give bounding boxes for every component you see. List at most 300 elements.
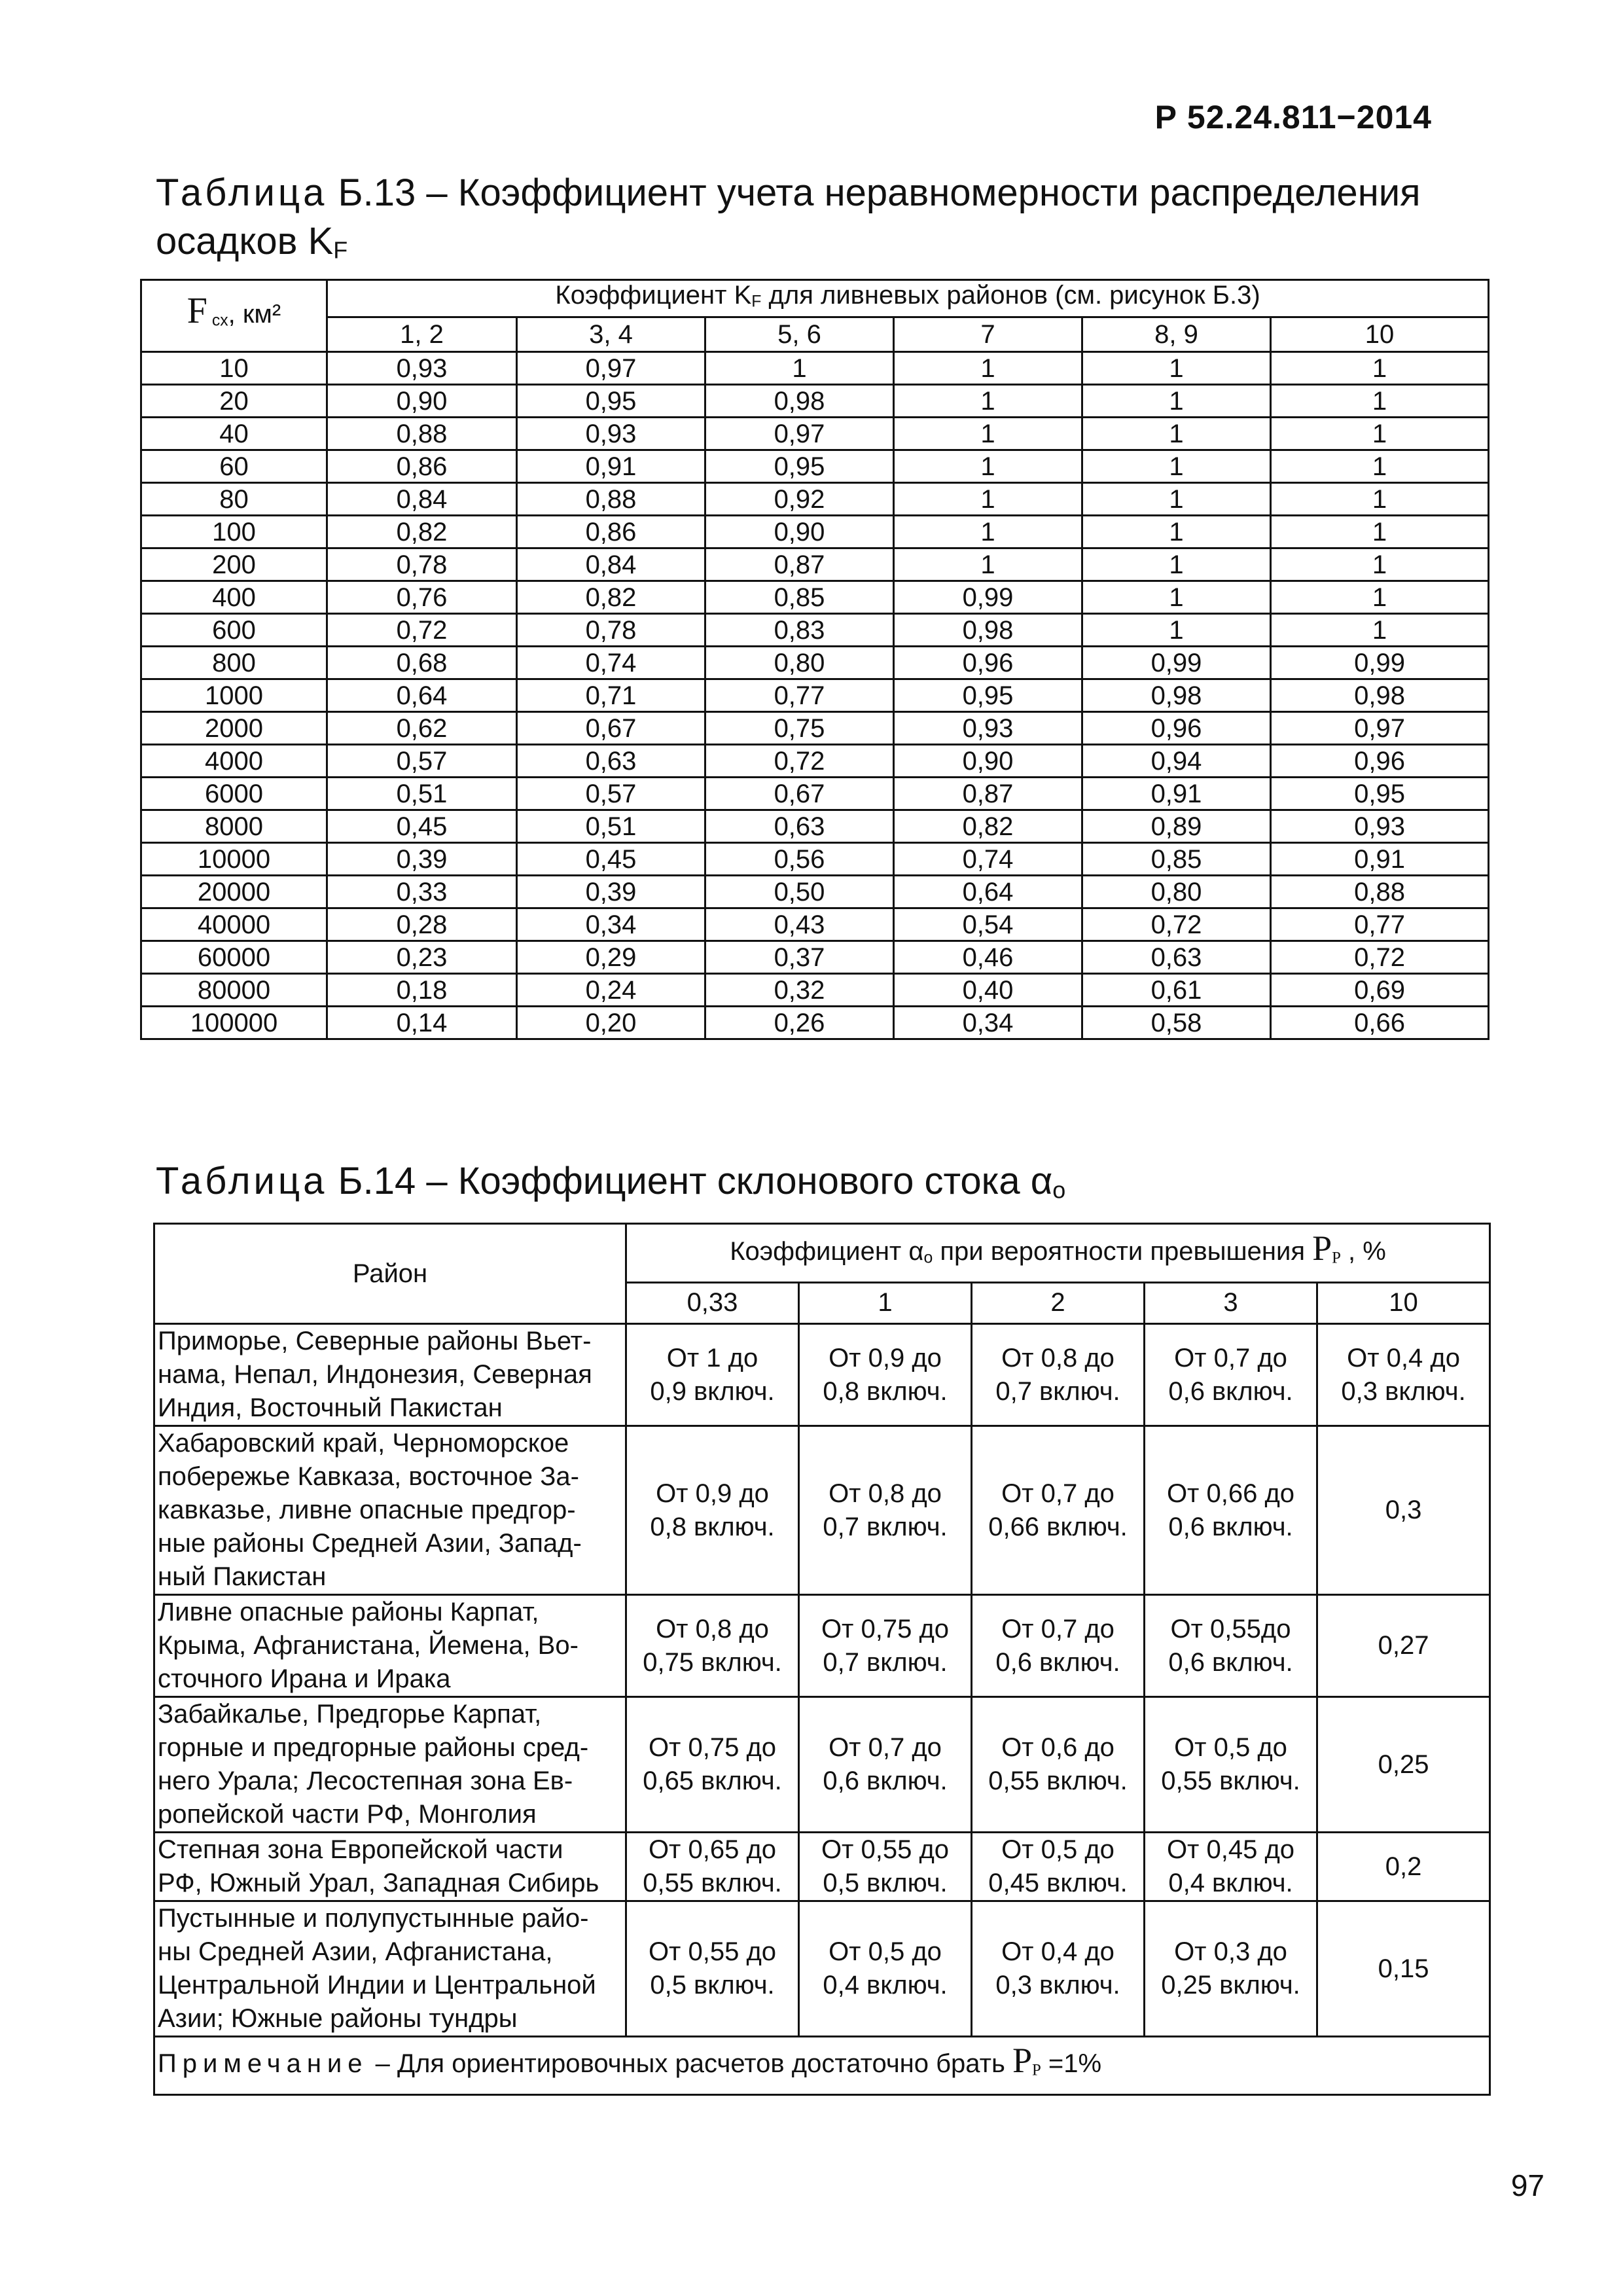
coefficient-cell: 0,86: [517, 516, 705, 548]
coefficient-cell: 1: [1082, 581, 1271, 614]
coefficient-cell: 0,18: [327, 974, 517, 1007]
document-code: Р 52.24.811−2014: [1154, 99, 1432, 135]
coefficient-cell: 0,51: [327, 778, 517, 810]
table-row: [141, 647, 1489, 679]
coefficient-line: 0,6 включ.: [995, 1647, 1120, 1677]
coefficient-line: 0,6 включ.: [1168, 1376, 1293, 1406]
coefficient-cell: 0,90: [894, 745, 1082, 778]
table14-group-header: [626, 1224, 1490, 1283]
coefficient-cell: 0,77: [705, 679, 894, 712]
table-row: [141, 548, 1489, 581]
table14-caption-rest: Б.14 – Коэффициент склонового стока α: [327, 1160, 1053, 1202]
region-line: Пустынные и полупустынные райо-: [158, 1904, 589, 1933]
coefficient-line: От 0,7 до: [1001, 1479, 1115, 1508]
probability-header: 10: [1317, 1282, 1490, 1323]
district-header: 1, 2: [327, 317, 517, 352]
coefficient-cell: [799, 1324, 972, 1426]
coefficient-cell: 0,91: [1271, 843, 1489, 876]
table13-district-row: [141, 317, 1489, 352]
area-cell: 4000: [141, 745, 327, 778]
coefficient-line: 0,5 включ.: [650, 1971, 775, 2000]
coefficient-cell: 0,50: [705, 876, 894, 908]
coefficient-cell: 0,46: [894, 941, 1082, 974]
group-header-a: Коэффициент K: [555, 281, 752, 310]
coefficient-cell: [1317, 1697, 1490, 1833]
coefficient-cell: 0,94: [1082, 745, 1271, 778]
coefficient-line: От 0,9 до: [656, 1479, 769, 1508]
coefficient-line: 0,5 включ.: [823, 1869, 948, 1897]
table-row: [141, 483, 1489, 516]
coefficient-cell: 1: [1271, 548, 1489, 581]
table-row: [154, 1324, 1490, 1426]
table14-note: [154, 2037, 1490, 2095]
table13-caption-lead: Таблица: [156, 171, 328, 214]
coefficient-cell: 1: [1271, 385, 1489, 418]
coefficient-cell: 0,29: [517, 941, 705, 974]
table-row: [141, 516, 1489, 548]
region-line: Ливне опасные районы Карпат,: [158, 1598, 539, 1626]
coefficient-line: От 0,75 до: [821, 1614, 950, 1643]
coefficient-cell: 0,87: [705, 548, 894, 581]
coefficient-cell: 0,24: [517, 974, 705, 1007]
table-row: [154, 1901, 1490, 2037]
coefficient-cell: [1145, 1697, 1317, 1833]
coefficient-cell: 0,93: [894, 712, 1082, 745]
coefficient-cell: [972, 1697, 1145, 1833]
coefficient-cell: 0,98: [705, 385, 894, 418]
table-row: [141, 974, 1489, 1007]
coefficient-cell: 0,58: [1082, 1007, 1271, 1039]
table-row: [154, 1426, 1490, 1595]
coefficient-cell: 0,98: [894, 614, 1082, 647]
coefficient-cell: 0,71: [517, 679, 705, 712]
coefficient-cell: 1: [705, 352, 894, 385]
area-cell: 100: [141, 516, 327, 548]
area-symbol-sub: сх: [207, 312, 228, 330]
region-line: ные районы Средней Азии, Запад-: [158, 1529, 582, 1558]
table14-caption: [156, 1157, 1065, 1214]
coefficient-cell: 0,76: [327, 581, 517, 614]
group-header-b: для ливневых районов (см. рисунок Б.3): [761, 281, 1260, 310]
coefficient-cell: 1: [894, 385, 1082, 418]
coefficient-line: 0,15: [1378, 1954, 1429, 1983]
coefficient-line: 0,65 включ.: [643, 1767, 782, 1795]
coefficient-cell: 0,96: [1082, 712, 1271, 745]
coefficient-line: От 0,8 до: [656, 1614, 769, 1643]
coefficient-cell: 0,34: [894, 1007, 1082, 1039]
coefficient-cell: [1317, 1833, 1490, 1901]
coefficient-cell: 0,98: [1082, 679, 1271, 712]
coefficient-cell: [799, 1426, 972, 1595]
coefficient-cell: 0,32: [705, 974, 894, 1007]
coefficient-cell: 0,56: [705, 843, 894, 876]
coefficient-line: 0,4 включ.: [823, 1971, 948, 2000]
coefficient-cell: 0,82: [327, 516, 517, 548]
coefficient-line: От 0,7 до: [1001, 1614, 1115, 1643]
coefficient-cell: 0,72: [1271, 941, 1489, 974]
region-line: ный Пакистан: [158, 1562, 327, 1591]
area-cell: 60000: [141, 941, 327, 974]
coefficient-cell: 1: [894, 516, 1082, 548]
region-line: Азии; Южные районы тундры: [158, 2004, 518, 2033]
coefficient-cell: 0,98: [1271, 679, 1489, 712]
coefficient-line: 0,6 включ.: [1168, 1512, 1293, 1541]
region-line: Забайкалье, Предгорье Карпат,: [158, 1700, 542, 1729]
coefficient-cell: 0,99: [1271, 647, 1489, 679]
table-row: [141, 908, 1489, 941]
coefficient-cell: [972, 1833, 1145, 1901]
region-cell: [154, 1595, 626, 1697]
coefficient-cell: 0,20: [517, 1007, 705, 1039]
coefficient-cell: 0,93: [517, 418, 705, 450]
coefficient-cell: 0,72: [327, 614, 517, 647]
coefficient-line: 0,45 включ.: [988, 1869, 1128, 1897]
area-cell: 80: [141, 483, 327, 516]
coefficient-cell: 1: [1082, 614, 1271, 647]
area-cell: 8000: [141, 810, 327, 843]
coefficient-line: 0,55 включ.: [643, 1869, 782, 1897]
area-cell: 60: [141, 450, 327, 483]
coefficient-line: От 0,7 до: [829, 1733, 942, 1762]
coefficient-cell: [1145, 1901, 1317, 2037]
coefficient-cell: 0,34: [517, 908, 705, 941]
table-row: [154, 1697, 1490, 1833]
coefficient-cell: 0,33: [327, 876, 517, 908]
region-cell: [154, 1426, 626, 1595]
table13-group-header: [327, 280, 1489, 317]
region-line: Центральной Индии и Центральной: [158, 1971, 596, 2000]
table13-body: [141, 280, 1489, 1039]
coefficient-line: 0,3 включ.: [1341, 1376, 1466, 1406]
table13-header-row: [141, 280, 1489, 317]
coefficient-cell: 1: [1271, 418, 1489, 450]
coefficient-cell: 1: [1271, 450, 1489, 483]
coefficient-cell: 0,74: [894, 843, 1082, 876]
group-header-c: , %: [1340, 1236, 1386, 1266]
note-probability-symbol: P: [1012, 2041, 1032, 2081]
coefficient-cell: [972, 1595, 1145, 1697]
coefficient-line: От 0,5 до: [1001, 1835, 1115, 1864]
coefficient-cell: 0,99: [894, 581, 1082, 614]
coefficient-cell: [799, 1595, 972, 1697]
coefficient-cell: 0,67: [517, 712, 705, 745]
area-unit: , км²: [228, 300, 281, 329]
area-cell: 10000: [141, 843, 327, 876]
coefficient-cell: 0,78: [327, 548, 517, 581]
table-row: [141, 745, 1489, 778]
coefficient-cell: 1: [894, 483, 1082, 516]
coefficient-cell: 1: [1082, 418, 1271, 450]
area-cell: 2000: [141, 712, 327, 745]
coefficient-line: От 0,4 до: [1347, 1343, 1460, 1372]
coefficient-line: От 0,55 до: [648, 1937, 777, 1966]
coefficient-line: От 0,7 до: [1174, 1343, 1287, 1372]
region-cell: [154, 1324, 626, 1426]
area-cell: 40: [141, 418, 327, 450]
coefficient-cell: [1145, 1324, 1317, 1426]
coefficient-cell: 1: [1082, 548, 1271, 581]
coefficient-line: 0,7 включ.: [823, 1647, 948, 1677]
region-line: Индия, Восточный Пакистан: [158, 1393, 503, 1422]
probability-header: 0,33: [626, 1282, 799, 1323]
coefficient-line: От 0,8 до: [1001, 1343, 1115, 1372]
coefficient-line: От 0,65 до: [648, 1835, 777, 1864]
coefficient-cell: 0,28: [327, 908, 517, 941]
coefficient-line: 0,25 включ.: [1161, 1971, 1300, 2000]
area-cell: 20: [141, 385, 327, 418]
region-line: горные и предгорные районы сред-: [158, 1733, 589, 1762]
coefficient-cell: [1317, 1324, 1490, 1426]
coefficient-cell: [972, 1324, 1145, 1426]
coefficient-line: 0,8 включ.: [823, 1376, 948, 1406]
table13-area-header: [141, 280, 327, 352]
table14-header-row: [154, 1224, 1490, 1283]
coefficient-cell: 1: [1271, 581, 1489, 614]
district-header: 3, 4: [517, 317, 705, 352]
district-header: 7: [894, 317, 1082, 352]
table-row: [141, 1007, 1489, 1039]
coefficient-line: От 0,8 до: [829, 1479, 942, 1508]
coefficient-cell: 0,68: [327, 647, 517, 679]
note-text: =1%: [1041, 2049, 1102, 2079]
coefficient-cell: 1: [1271, 483, 1489, 516]
coefficient-cell: 0,85: [1082, 843, 1271, 876]
area-cell: 800: [141, 647, 327, 679]
coefficient-cell: 0,84: [327, 483, 517, 516]
coefficient-cell: 0,88: [1271, 876, 1489, 908]
coefficient-line: 0,55 включ.: [1161, 1767, 1300, 1795]
coefficient-cell: 0,96: [894, 647, 1082, 679]
coefficient-cell: 0,39: [517, 876, 705, 908]
coefficient-cell: 0,95: [705, 450, 894, 483]
table14: [153, 1223, 1491, 2096]
coefficient-cell: 0,54: [894, 908, 1082, 941]
coefficient-cell: 0,45: [327, 810, 517, 843]
district-header: 10: [1271, 317, 1489, 352]
coefficient-cell: 0,93: [327, 352, 517, 385]
region-cell: [154, 1833, 626, 1901]
coefficient-line: От 0,55 до: [821, 1835, 950, 1864]
group-header-sub: F: [751, 293, 762, 311]
coefficient-cell: 0,95: [1271, 778, 1489, 810]
coefficient-line: 0,75 включ.: [643, 1647, 782, 1677]
probability-header: 3: [1145, 1282, 1317, 1323]
coefficient-line: 0,25: [1378, 1749, 1429, 1779]
table13-caption-line2: осадков K: [156, 220, 334, 262]
coefficient-line: От 0,3 до: [1174, 1937, 1287, 1966]
table-row: [154, 1595, 1490, 1697]
region-line: ны Средней Азии, Афганистана,: [158, 1937, 553, 1966]
coefficient-cell: 0,80: [705, 647, 894, 679]
coefficient-cell: 0,96: [1271, 745, 1489, 778]
area-cell: 20000: [141, 876, 327, 908]
probability-symbol-sub: P: [1332, 1249, 1341, 1267]
table13-caption-rest: Б.13 – Коэффициент учета неравномерности распределения: [327, 171, 1421, 214]
area-cell: 1000: [141, 679, 327, 712]
coefficient-cell: 0,57: [517, 778, 705, 810]
coefficient-cell: 0,87: [894, 778, 1082, 810]
coefficient-cell: 1: [1271, 516, 1489, 548]
coefficient-cell: 0,95: [517, 385, 705, 418]
coefficient-cell: 0,72: [705, 745, 894, 778]
coefficient-line: 0,4 включ.: [1168, 1869, 1293, 1897]
coefficient-line: От 0,9 до: [829, 1343, 942, 1372]
coefficient-line: 0,7 включ.: [823, 1512, 948, 1541]
table13-caption-sub: F: [333, 236, 348, 264]
coefficient-cell: [626, 1901, 799, 2037]
region-cell: [154, 1697, 626, 1833]
coefficient-cell: 0,51: [517, 810, 705, 843]
coefficient-cell: 0,78: [517, 614, 705, 647]
coefficient-cell: 0,40: [894, 974, 1082, 1007]
coefficient-line: От 0,45 до: [1166, 1835, 1295, 1864]
coefficient-cell: 0,88: [517, 483, 705, 516]
coefficient-cell: 0,91: [517, 450, 705, 483]
coefficient-cell: [1145, 1595, 1317, 1697]
coefficient-line: 0,6 включ.: [823, 1767, 948, 1795]
table-row: [141, 712, 1489, 745]
area-cell: 100000: [141, 1007, 327, 1039]
coefficient-line: От 0,6 до: [1001, 1733, 1115, 1762]
coefficient-cell: [799, 1901, 972, 2037]
table-row: [141, 778, 1489, 810]
coefficient-cell: 1: [894, 418, 1082, 450]
region-line: Крыма, Афганистана, Йемена, Во-: [158, 1631, 579, 1660]
coefficient-cell: 1: [1082, 450, 1271, 483]
coefficient-cell: 0,43: [705, 908, 894, 941]
table-row: [141, 614, 1489, 647]
coefficient-cell: 1: [1082, 483, 1271, 516]
district-header: 8, 9: [1082, 317, 1271, 352]
region-line: нама, Непал, Индонезия, Северная: [158, 1360, 592, 1389]
table13-caption: [156, 169, 1421, 274]
coefficient-line: 0,66 включ.: [988, 1512, 1128, 1541]
area-cell: 6000: [141, 778, 327, 810]
coefficient-line: 0,9 включ.: [650, 1376, 775, 1406]
coefficient-cell: 0,45: [517, 843, 705, 876]
coefficient-cell: 1: [1082, 516, 1271, 548]
coefficient-line: От 1 до: [666, 1343, 758, 1372]
coefficient-cell: 0,95: [894, 679, 1082, 712]
probability-symbol: P: [1312, 1228, 1332, 1268]
coefficient-cell: [799, 1833, 972, 1901]
coefficient-cell: 0,82: [517, 581, 705, 614]
table-row: [154, 1833, 1490, 1901]
coefficient-cell: [972, 1426, 1145, 1595]
coefficient-line: 0,8 включ.: [650, 1512, 775, 1541]
table-row: [141, 450, 1489, 483]
coefficient-cell: 0,61: [1082, 974, 1271, 1007]
coefficient-cell: 0,89: [1082, 810, 1271, 843]
coefficient-cell: [799, 1697, 972, 1833]
coefficient-cell: 0,88: [327, 418, 517, 450]
coefficient-line: От 0,75 до: [648, 1733, 777, 1762]
table-row: [141, 581, 1489, 614]
coefficient-line: 0,27: [1378, 1631, 1429, 1660]
area-cell: 10: [141, 352, 327, 385]
area-cell: 40000: [141, 908, 327, 941]
coefficient-line: 0,6 включ.: [1168, 1647, 1293, 1677]
coefficient-cell: 0,99: [1082, 647, 1271, 679]
table-row: [141, 352, 1489, 385]
area-cell: 200: [141, 548, 327, 581]
coefficient-cell: 0,74: [517, 647, 705, 679]
coefficient-cell: 0,23: [327, 941, 517, 974]
probability-header: 2: [972, 1282, 1145, 1323]
district-header: 5, 6: [705, 317, 894, 352]
coefficient-cell: 0,97: [517, 352, 705, 385]
coefficient-cell: 0,90: [705, 516, 894, 548]
coefficient-line: От 0,5 до: [829, 1937, 942, 1966]
coefficient-cell: 0,64: [894, 876, 1082, 908]
coefficient-cell: 0,14: [327, 1007, 517, 1039]
coefficient-cell: 1: [894, 450, 1082, 483]
note-label: Примечание: [158, 2049, 368, 2079]
region-line: него Урала; Лесостепная зона Ев-: [158, 1767, 573, 1795]
table14-caption-sub: о: [1052, 1176, 1066, 1204]
coefficient-cell: [626, 1426, 799, 1595]
coefficient-line: От 0,55до: [1170, 1614, 1291, 1643]
table14-body: [154, 1224, 1490, 2095]
coefficient-cell: 0,69: [1271, 974, 1489, 1007]
coefficient-cell: [1317, 1426, 1490, 1595]
coefficient-cell: 0,82: [894, 810, 1082, 843]
coefficient-cell: [626, 1595, 799, 1697]
table-row: [141, 843, 1489, 876]
coefficient-cell: 1: [1082, 352, 1271, 385]
group-header-a: Коэффициент α: [730, 1236, 924, 1266]
coefficient-cell: 1: [894, 548, 1082, 581]
coefficient-cell: 0,86: [327, 450, 517, 483]
coefficient-cell: 0,57: [327, 745, 517, 778]
coefficient-cell: [1145, 1833, 1317, 1901]
coefficient-line: 0,55 включ.: [988, 1767, 1128, 1795]
coefficient-cell: [1317, 1901, 1490, 2037]
note-probability-sub: P: [1031, 2061, 1041, 2079]
coefficient-line: 0,3: [1385, 1496, 1422, 1524]
table14-caption-lead: Таблица: [156, 1160, 328, 1202]
coefficient-cell: [626, 1324, 799, 1426]
area-cell: 600: [141, 614, 327, 647]
coefficient-cell: [1317, 1595, 1490, 1697]
area-cell: 400: [141, 581, 327, 614]
table-row: [141, 941, 1489, 974]
coefficient-cell: 0,83: [705, 614, 894, 647]
coefficient-cell: 0,91: [1082, 778, 1271, 810]
coefficient-cell: 0,97: [705, 418, 894, 450]
region-line: ропейской части РФ, Монголия: [158, 1800, 537, 1829]
coefficient-cell: 0,63: [705, 810, 894, 843]
coefficient-cell: 0,90: [327, 385, 517, 418]
coefficient-cell: 0,64: [327, 679, 517, 712]
coefficient-line: От 0,4 до: [1001, 1937, 1115, 1966]
table13: [140, 279, 1489, 1040]
note-text: – Для ориентировочных расчетов достаточно брать: [368, 2049, 1012, 2079]
coefficient-cell: 0,77: [1271, 908, 1489, 941]
coefficient-cell: 0,39: [327, 843, 517, 876]
coefficient-line: 0,2: [1385, 1852, 1422, 1881]
coefficient-line: От 0,5 до: [1174, 1733, 1287, 1762]
coefficient-cell: 0,85: [705, 581, 894, 614]
table-row: [141, 418, 1489, 450]
region-line: сточного Ирана и Ирака: [158, 1664, 451, 1693]
group-header-b: при вероятности превышения: [933, 1236, 1313, 1266]
coefficient-cell: 0,63: [1082, 941, 1271, 974]
page-number: 97: [1510, 2168, 1544, 2202]
region-line: кавказье, ливне опасные предгор-: [158, 1496, 576, 1524]
region-header: Район: [154, 1224, 626, 1324]
coefficient-line: 0,3 включ.: [995, 1971, 1120, 2000]
